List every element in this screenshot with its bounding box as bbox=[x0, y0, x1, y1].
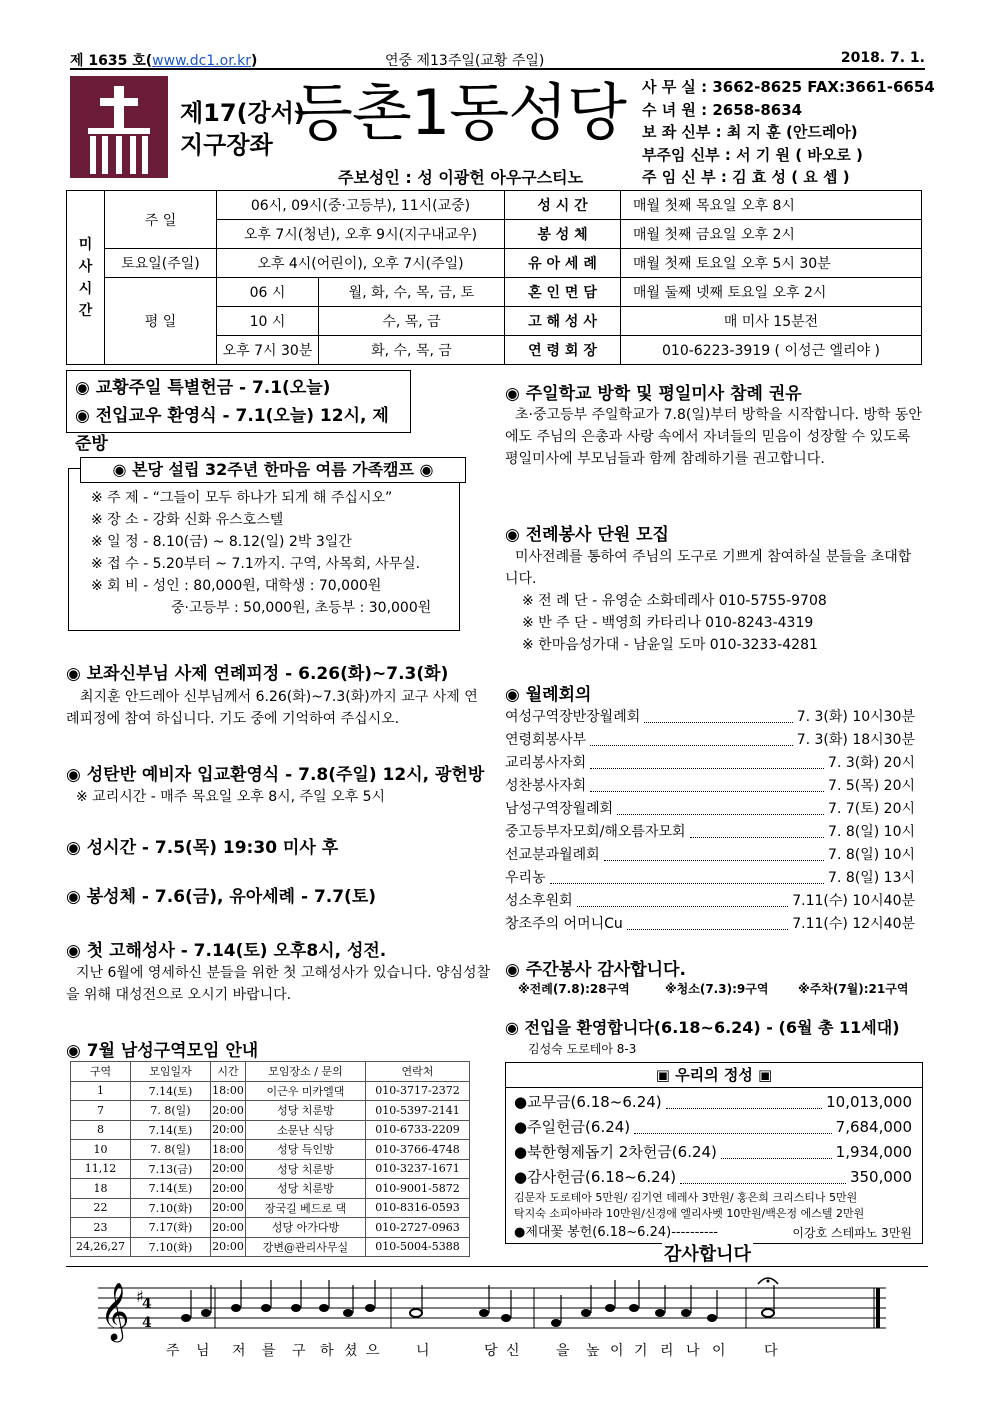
lyric-syllable: 리 bbox=[660, 1343, 674, 1359]
lyric-syllable: 당 bbox=[484, 1343, 498, 1359]
weekday-time: 오후 7시 30분 bbox=[217, 336, 319, 365]
cell: 8 bbox=[71, 1120, 131, 1140]
liturgical-day: 연중 제13주일(교황 주일) bbox=[385, 53, 545, 69]
website-link[interactable]: www.dc1.or.kr bbox=[152, 53, 251, 69]
svg-text:𝄞: 𝄞 bbox=[100, 1282, 130, 1340]
svg-text:♯: ♯ bbox=[136, 1287, 144, 1306]
sched-value: 매월 첫째 토요일 오후 5시 30분 bbox=[621, 249, 922, 278]
lyric-syllable: 으 bbox=[366, 1343, 380, 1359]
notice-offering: ◉ 교황주일 특별헌금 - 7.1(오늘) bbox=[75, 378, 331, 398]
sched-label: 연 령 회 장 bbox=[505, 336, 621, 365]
cell: 010-3237-1671 bbox=[366, 1159, 470, 1179]
church-name: 등촌1동성당 bbox=[293, 76, 626, 149]
sched-value: 매월 첫째 금요일 오후 2시 bbox=[621, 220, 922, 249]
cell: 7.10(화) bbox=[131, 1198, 211, 1218]
school-text: 초·중고등부 주일학교가 7.8(일)부터 방학을 시작합니다. 방학 동안에도 주님의 은총과 사랑 속에서 자녀들의 믿음이 성장할 수 있도록 평일미사에 부모님들과 함께 참례하기를 권고합니다. bbox=[505, 407, 922, 467]
cell: 18:00 bbox=[211, 1140, 246, 1160]
cell: 성당 득인방 bbox=[246, 1140, 366, 1160]
cell: 010-3717-2372 bbox=[366, 1081, 470, 1101]
saturday-times: 오후 4시(어린이), 오후 7시(주일) bbox=[217, 249, 505, 278]
retreat-heading: ◉ 보좌신부님 사제 연례피정 - 6.26(화)~7.3(화) bbox=[66, 664, 449, 684]
list-item: 선교분과월례회 7. 8(일) 10시 bbox=[505, 844, 915, 867]
sunday-label: 주 일 bbox=[105, 191, 217, 249]
camp-title: ◉ 본당 설립 32주년 한마음 여름 가족캠프 ◉ bbox=[80, 457, 466, 483]
catechumen-text: ※ 교리시간 - 매주 목요일 오후 8시, 주일 오후 5시 bbox=[76, 789, 386, 805]
catechumen-heading: ◉ 성탄반 예비자 입교환영식 - 7.8(주일) 12시, 광헌방 bbox=[66, 765, 485, 785]
mass-schedule-table bbox=[66, 190, 922, 365]
offering-box bbox=[505, 1062, 923, 1244]
sunday-times-2: 오후 7시(청년), 오후 9시(지구내교우) bbox=[217, 220, 505, 249]
cell: 010-6733-2209 bbox=[366, 1120, 470, 1140]
divider bbox=[66, 1266, 928, 1267]
camp-box bbox=[68, 468, 460, 631]
table-row bbox=[71, 1198, 470, 1218]
notice-box bbox=[66, 370, 411, 454]
cell: 010-2727-0963 bbox=[366, 1218, 470, 1238]
cell: 7.10(화) bbox=[131, 1237, 211, 1257]
cell: 성당 치룬방 bbox=[246, 1179, 366, 1199]
cell: 010-5397-2141 bbox=[366, 1101, 470, 1121]
donor-list: 탁지숙 소피아바라 10만원/신경애 엘리사벳 10만원/백은정 에스텔 2만원 bbox=[514, 1207, 865, 1220]
lyric-syllable: 이 bbox=[712, 1343, 726, 1359]
monthly-meeting-list bbox=[505, 706, 915, 936]
cell: 20:00 bbox=[211, 1237, 246, 1257]
cell: 7. 8(일) bbox=[131, 1101, 211, 1121]
camp-dates: ※ 일 정 - 8.10(금) ~ 8.12(일) 2박 3일간 bbox=[91, 534, 352, 550]
table-row bbox=[71, 1218, 470, 1238]
lyric-syllable: 다 bbox=[764, 1343, 778, 1359]
cell: 성당 아가다방 bbox=[246, 1218, 366, 1238]
sched-label: 봉 성 체 bbox=[505, 220, 621, 249]
weekly-cleaning: ※청소(7.3):9구역 bbox=[665, 982, 769, 996]
table-row bbox=[71, 1179, 470, 1199]
lyric-syllable: 주 bbox=[166, 1343, 180, 1359]
saturday-label: 토요일(주일) bbox=[105, 249, 217, 278]
sched-label: 고 해 성 사 bbox=[505, 307, 621, 336]
lyric-syllable: 하 bbox=[320, 1343, 334, 1359]
cell: 7 bbox=[71, 1101, 131, 1121]
weekly-service-heading: ◉ 주간봉사 감사합니다. bbox=[505, 960, 686, 980]
list-item: 남성구역장월례회 7. 7(토) 20시 bbox=[505, 798, 915, 821]
donor-list: 김문자 도로테아 5만원/ 김기연 데레사 3만원/ 홍은희 크리스티나 5만원 bbox=[514, 1191, 858, 1204]
lyric-syllable: 신 bbox=[506, 1343, 520, 1359]
sched-value: 매월 첫째 목요일 오후 8시 bbox=[621, 191, 922, 220]
issue-number: 제 1635 호(www.dc1.or.kr) bbox=[70, 53, 258, 69]
col-header: 모임장소 / 문의 bbox=[246, 1062, 366, 1082]
list-item: 중고등부자모회/해오름자모회 7. 8(일) 10시 bbox=[505, 821, 915, 844]
weekday-days: 수, 목, 금 bbox=[319, 307, 505, 336]
cell: 010-8316-0593 bbox=[366, 1198, 470, 1218]
weekly-liturgy: ※전례(7.8):28구역 bbox=[518, 982, 630, 996]
patron-saint: 주보성인 : 성 이광헌 아우구스티노 bbox=[338, 168, 584, 187]
lyrics bbox=[166, 1340, 786, 1362]
sunday-times-1: 06시, 09시(중·고등부), 11시(교중) bbox=[217, 191, 505, 220]
cell: 20:00 bbox=[211, 1218, 246, 1238]
camp-place: ※ 장 소 - 강화 신화 유스호스텔 bbox=[91, 512, 284, 528]
col-header: 모임일자 bbox=[131, 1062, 211, 1082]
cell: 24,26,27 bbox=[71, 1237, 131, 1257]
sched-label: 혼 인 면 담 bbox=[505, 278, 621, 307]
lyric-syllable: 를 bbox=[262, 1343, 276, 1359]
svg-text:4: 4 bbox=[142, 1315, 152, 1331]
cell: 18:00 bbox=[211, 1081, 246, 1101]
cell: 20:00 bbox=[211, 1120, 246, 1140]
altar-heading: ◉ 전례봉사 단원 모집 bbox=[505, 525, 669, 545]
col-header: 구역 bbox=[71, 1062, 131, 1082]
mass-time-label: 미사시간 bbox=[67, 191, 105, 365]
camp-theme: ※ 주 제 - “그들이 모두 하나가 되게 해 주십시오” bbox=[91, 490, 393, 506]
list-item: 성소후원회 7.11(수) 10시40분 bbox=[505, 890, 915, 913]
lyric-syllable: 저 bbox=[232, 1343, 246, 1359]
col-header: 연락처 bbox=[366, 1062, 470, 1082]
cell: 장국길 베드로 댁 bbox=[246, 1198, 366, 1218]
mens-group-table bbox=[70, 1061, 470, 1257]
table-row bbox=[71, 1081, 470, 1101]
camp-fee: ※ 회 비 - 성인 : 80,000원, 대학생 : 70,000원 bbox=[91, 578, 382, 594]
communion-heading: ◉ 봉성체 - 7.6(금), 유아세례 - 7.7(토) bbox=[66, 887, 377, 907]
lyric-syllable: 나 bbox=[686, 1343, 700, 1359]
altar-contact: ※ 한마음성가대 - 남윤일 도마 010-3233-4281 bbox=[522, 637, 818, 653]
weekly-parking: ※주차(7월):21구역 bbox=[798, 982, 909, 996]
school-heading: ◉ 주일학교 방학 및 평일미사 참례 권유 bbox=[505, 384, 802, 404]
list-item: ●교무금(6.18~6.24) 10,013,000 bbox=[514, 1090, 912, 1115]
cell: 7.14(토) bbox=[131, 1120, 211, 1140]
cell: 성당 치룬방 bbox=[246, 1159, 366, 1179]
church-logo bbox=[70, 76, 168, 178]
table-row bbox=[71, 1140, 470, 1160]
weekday-label: 평 일 bbox=[105, 278, 217, 365]
lyric-syllable: 니 bbox=[416, 1343, 430, 1359]
cell: 7.14(토) bbox=[131, 1179, 211, 1199]
svg-text:4: 4 bbox=[142, 1296, 152, 1312]
district-label: 제17(강서) 지구장좌 bbox=[180, 99, 305, 159]
list-item: 창조주의 어머니Cu 7.11(수) 12시40분 bbox=[505, 913, 915, 936]
cell: 7.17(화) bbox=[131, 1218, 211, 1238]
welcome-heading: ◉ 전입을 환영합니다(6.18~6.24) - (6월 총 11세대) bbox=[505, 1018, 900, 1037]
weekday-time: 10 시 bbox=[217, 307, 319, 336]
cell: 18 bbox=[71, 1179, 131, 1199]
cell: 010-9001-5872 bbox=[366, 1179, 470, 1199]
confession-heading: ◉ 첫 고해성사 - 7.14(토) 오후8시, 성전. bbox=[66, 941, 387, 961]
table-row bbox=[71, 1120, 470, 1140]
thanks-text: 감사합니다 bbox=[662, 1240, 753, 1266]
notice-welcome: ◉ 전입교우 환영식 - 7.1(오늘) 12시, 제준방 bbox=[75, 406, 389, 454]
sched-value: 매 미사 15분전 bbox=[621, 307, 922, 336]
cell: 7.13(금) bbox=[131, 1159, 211, 1179]
table-row bbox=[71, 1159, 470, 1179]
list-item: ●북한형제돕기 2차헌금(6.24) 1,934,000 bbox=[514, 1140, 912, 1165]
cell: 7. 8(일) bbox=[131, 1140, 211, 1160]
altar-contact: ※ 전 례 단 - 유영순 소화데레사 010-5755-9708 bbox=[522, 593, 827, 609]
offering-title: ▣ 우리의 정성 ▣ bbox=[506, 1063, 922, 1088]
weekday-time: 06 시 bbox=[217, 278, 319, 307]
cell: 20:00 bbox=[211, 1101, 246, 1121]
list-item: 연령회봉사부 7. 3(화) 18시30분 bbox=[505, 729, 915, 752]
cell: 23 bbox=[71, 1218, 131, 1238]
cell: 7.14(토) bbox=[131, 1081, 211, 1101]
altar-flower: ●제대꽃 봉헌(6.18~6.24)---------- 이강호 스테파노 3만원 bbox=[514, 1225, 912, 1240]
retreat-text: 최지훈 안드레아 신부님께서 6.26(화)~7.3(화)까지 교구 사제 연례피정에 참여 하십니다. 기도 중에 기억하여 주십시오. bbox=[66, 689, 478, 727]
cell: 20:00 bbox=[211, 1159, 246, 1179]
altar-contact: ※ 반 주 단 - 백영희 카타리나 010-8243-4319 bbox=[522, 615, 814, 631]
lyric-syllable: 을 bbox=[556, 1343, 570, 1359]
lyric-syllable: 기 bbox=[634, 1343, 648, 1359]
cell: 강변@관리사무실 bbox=[246, 1237, 366, 1257]
cell: 22 bbox=[71, 1198, 131, 1218]
header-bar bbox=[70, 50, 925, 70]
table-row bbox=[71, 1101, 470, 1121]
list-item: 우리농 7. 8(일) 13시 bbox=[505, 867, 915, 890]
list-item: ●주일헌금(6.24) 7,684,000 bbox=[514, 1115, 912, 1140]
col-header: 시간 bbox=[211, 1062, 246, 1082]
welcome-family: 김성숙 도로테아 8-3 bbox=[528, 1042, 637, 1056]
contact-info: 사 무 실 : 3662-8625 FAX:3661-6654 수 녀 원 : 2658-8634 보 좌 신부 : 최 지 훈 (안드레아) 부주임 신부 : 서 기 원 ( 바오로 ) 주 임 신 부 : 김 효 성 ( 요 셉 ) bbox=[642, 78, 935, 186]
cell: 010-3766-4748 bbox=[366, 1140, 470, 1160]
lyric-syllable: 구 bbox=[292, 1343, 306, 1359]
monthly-meeting-heading: ◉ 월례회의 bbox=[505, 685, 592, 705]
table-row bbox=[71, 1237, 470, 1257]
cell: 1 bbox=[71, 1081, 131, 1101]
list-item: 교리봉사자회 7. 3(화) 20시 bbox=[505, 752, 915, 775]
holy-hour-heading: ◉ 성시간 - 7.5(목) 19:30 미사 후 bbox=[66, 838, 339, 858]
cell: 010-5004-5388 bbox=[366, 1237, 470, 1257]
mens-group-heading: ◉ 7월 남성구역모임 안내 bbox=[66, 1041, 259, 1061]
cell: 소문난 식당 bbox=[246, 1120, 366, 1140]
sched-value: 매월 둘째 넷째 토요일 오후 2시 bbox=[621, 278, 922, 307]
music-staff bbox=[98, 1272, 888, 1344]
weekday-days: 화, 수, 목, 금 bbox=[319, 336, 505, 365]
confession-text: 지난 6월에 영세하신 분들을 위한 첫 고해성사가 있습니다. 양심성찰을 위해 대성전으로 오시기 바랍니다. bbox=[66, 965, 491, 1003]
camp-registration: ※ 접 수 - 5.20부터 ~ 7.1까지. 구역, 사목회, 사무실. bbox=[91, 556, 421, 572]
lyric-syllable: 셨 bbox=[344, 1343, 358, 1359]
sched-label: 유 아 세 례 bbox=[505, 249, 621, 278]
camp-fee-2: 중·고등부 : 50,000원, 초등부 : 30,000원 bbox=[171, 600, 432, 616]
date: 2018. 7. 1. bbox=[840, 50, 925, 66]
cell: 이근우 미카엘댁 bbox=[246, 1081, 366, 1101]
lyric-syllable: 님 bbox=[196, 1343, 210, 1359]
cell: 10 bbox=[71, 1140, 131, 1160]
weekday-days: 월, 화, 수, 목, 금, 토 bbox=[319, 278, 505, 307]
altar-text: 미사전례를 통하여 주님의 도구로 기쁘게 참여하실 분들을 초대합니다. bbox=[505, 549, 912, 587]
sched-value: 010-6223-3919 ( 이성근 엘리야 ) bbox=[621, 336, 922, 365]
lyric-syllable: 이 bbox=[610, 1343, 624, 1359]
sched-label: 성 시 간 bbox=[505, 191, 621, 220]
list-item: 성찬봉사자회 7. 5(목) 20시 bbox=[505, 775, 915, 798]
cell: 11,12 bbox=[71, 1159, 131, 1179]
cell: 성당 치룬방 bbox=[246, 1101, 366, 1121]
lyric-syllable: 높 bbox=[586, 1343, 600, 1359]
cell: 20:00 bbox=[211, 1198, 246, 1218]
list-item: 여성구역장반장월례회 7. 3(화) 10시30분 bbox=[505, 706, 915, 729]
list-item: ●감사헌금(6.18~6.24) 350,000 bbox=[514, 1165, 912, 1190]
cell: 20:00 bbox=[211, 1179, 246, 1199]
